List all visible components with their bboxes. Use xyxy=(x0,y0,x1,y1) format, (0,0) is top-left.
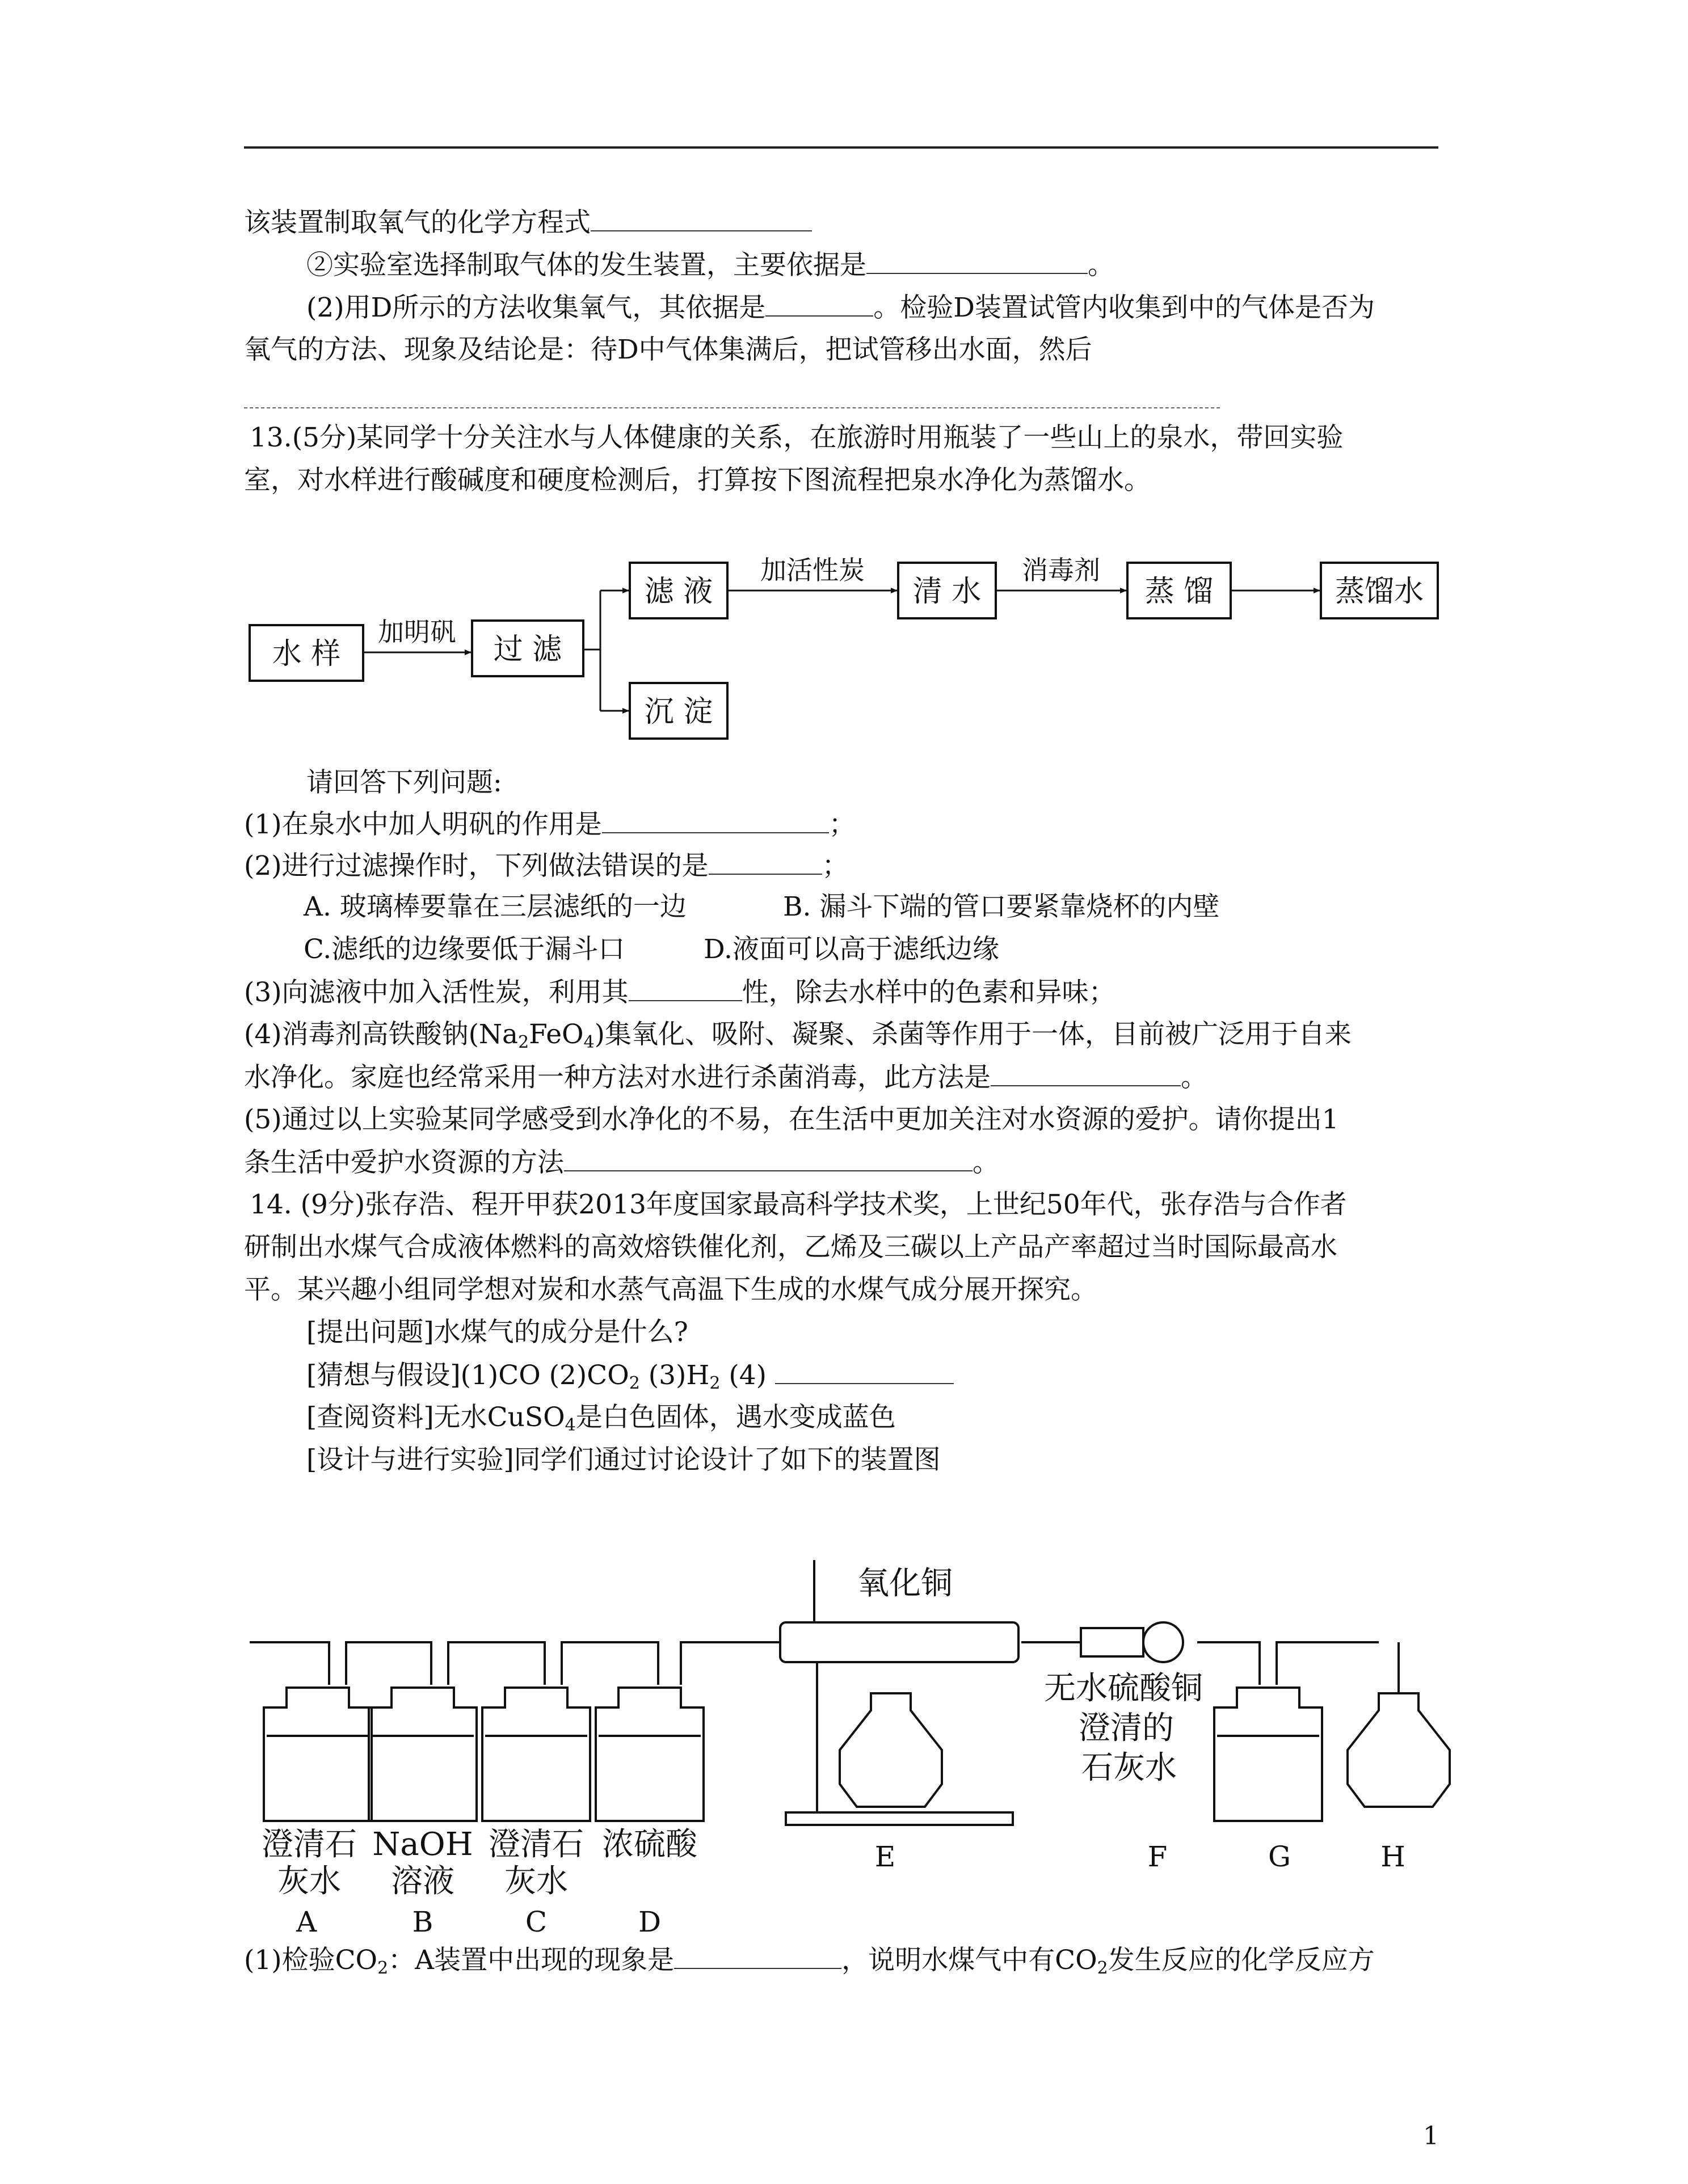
q13-sub5: (5)通过以上实验某同学感受到水净化的不易，在生活中更加关注对水资源的爱护。请你提出1 xyxy=(244,1104,1339,1135)
label-f: F xyxy=(1147,1840,1168,1873)
arrow-label-alum: 加明矾 xyxy=(378,617,456,647)
option-b: B. 漏斗下端的管口要紧靠烧杯的内壁 xyxy=(783,891,1220,922)
label-d1: 浓硫酸 xyxy=(602,1826,697,1863)
bottle-b xyxy=(369,1688,477,1821)
page-number: 1 xyxy=(1423,2122,1439,2151)
label-b2: 溶液 xyxy=(391,1863,454,1900)
option-c: C.滤纸的边缘要低于漏斗口 xyxy=(304,934,625,965)
q13-ask: 请回答下列问题: xyxy=(306,767,502,798)
oxygen-test-line: 氧气的方法、现象及结论是：待D中气体集满后，把试管移出水面，然后 xyxy=(244,334,1092,365)
label-a: A xyxy=(296,1905,317,1938)
bottle-c xyxy=(482,1688,590,1821)
q13-sub4: (4)消毒剂高铁酸钠$(Na_2FeO_4)$集氧化、吸附、凝聚、杀菌等作用于一体，目前被广泛用于自来 xyxy=(244,1019,1352,1052)
q14-problem: [提出问题]水煤气的成分是什么? xyxy=(306,1317,688,1348)
label-h: H xyxy=(1380,1840,1405,1873)
label-c: C xyxy=(525,1905,548,1938)
collect-basis-line: (2)用D所示的方法收集氧气，其依据是 。检验D装置试管内收集到中的气体是否为 xyxy=(306,290,1375,325)
label-water-sample: 水 样 xyxy=(272,637,341,671)
q14-intro-1: 14. (9分)张存浩、程开甲获2013年度国家最高科学技术奖，上世纪50年代，张存浩与合作者 xyxy=(250,1189,1347,1220)
label-a1: 澄清石 xyxy=(262,1826,357,1863)
arrow-label-carbon: 加活性炭 xyxy=(760,555,865,585)
label-filtrate: 滤 液 xyxy=(644,575,713,609)
option-a: A. 玻璃棒要靠在三层滤纸的一边 xyxy=(304,891,687,922)
q14-intro-3: 平。某兴趣小组同学想对炭和水蒸气高温下生成的水煤气成分展开探究。 xyxy=(244,1274,1097,1305)
q13-sub5-cont: 条生活中爱护水资源的方法 。 xyxy=(244,1145,999,1180)
bottle-a xyxy=(264,1688,372,1821)
q13-sub3: (3)向滤液中加入活性炭，利用其 性，除去水样中的色素和异味； xyxy=(244,975,1115,1010)
label-e: E xyxy=(874,1840,896,1873)
q14-hypothesis: [猜想与假设](1)CO $(2)CO_2$ $(3)H_2$ (4) xyxy=(306,1358,954,1393)
equation-line: 该装置制取氧气的化学方程式 xyxy=(244,205,812,240)
label-limewater-f2: 石灰水 xyxy=(1081,1749,1177,1786)
burner-e xyxy=(840,1693,942,1807)
burner-h xyxy=(1348,1693,1450,1807)
label-sediment: 沉 淀 xyxy=(644,695,713,729)
label-b1: NaOH xyxy=(372,1826,473,1863)
label-copper-oxide: 氧化铜 xyxy=(857,1565,953,1602)
label-a2: 灰水 xyxy=(277,1863,341,1900)
label-limewater-f1: 澄清的 xyxy=(1079,1710,1174,1747)
label-g: G xyxy=(1268,1840,1291,1873)
bottle-g xyxy=(1214,1688,1322,1821)
label-distilled-water: 蒸馏水 xyxy=(1335,575,1424,609)
q13-sub4-cont: 水净化。家庭也经常采用一种方法对水进行杀菌消毒，此方法是 。 xyxy=(244,1060,1207,1095)
answer-blank[interactable] xyxy=(674,1943,841,1969)
bottle-d xyxy=(596,1688,704,1821)
label-d: D xyxy=(638,1905,662,1938)
label-cuso4: 无水硫酸铜 xyxy=(1044,1670,1203,1707)
label-b: B xyxy=(412,1905,433,1938)
q14-design: [设计与进行实验]同学们通过讨论设计了如下的装置图 xyxy=(306,1444,941,1475)
q13-intro-2: 室，对水样进行酸碱度和硬度检测后，打算按下图流程把泉水净化为蒸馏水。 xyxy=(244,465,1151,496)
drying-tube-f xyxy=(1081,1628,1143,1656)
combustion-tube xyxy=(780,1622,1018,1662)
arrow-label-disinfectant: 消毒剂 xyxy=(1022,555,1100,585)
q14-info: [查阅资料]无水CuSO$_4$是白色固体，遇水变成蓝色 xyxy=(306,1402,896,1435)
device-basis-line: ②实验室选择制取气体的发生装置，主要依据是 。 xyxy=(306,248,1114,283)
label-clear-water: 清 水 xyxy=(912,575,982,609)
q14-intro-2: 研制出水煤气合成液体燃料的高效熔铁催化剂，乙烯及三碳以上产品产率超过当时国际最高水 xyxy=(244,1232,1337,1263)
label-c2: 灰水 xyxy=(504,1863,568,1900)
q13-sub2: (2)进行过滤操作时，下列做法错误的是 ； xyxy=(244,849,849,883)
label-distillation: 蒸 馏 xyxy=(1144,575,1214,609)
label-c1: 澄清石 xyxy=(489,1826,584,1863)
label-filtration: 过 滤 xyxy=(493,633,562,667)
q13-sub1: (1)在泉水中加人明矾的作用是 ； xyxy=(244,807,856,842)
q14-sub1: (1)检验$CO_2$：A装置中出现的现象是 ，说明水煤气中有$CO_2$发生反应的化学反应方 xyxy=(244,1943,1375,1978)
q13-intro-1: 13.(5分)某同学十分关注水与人体健康的关系，在旅游时用瓶装了一些山上的泉水，带回实验 xyxy=(250,422,1344,453)
option-d: D.液面可以高于滤纸边缘 xyxy=(704,934,999,965)
